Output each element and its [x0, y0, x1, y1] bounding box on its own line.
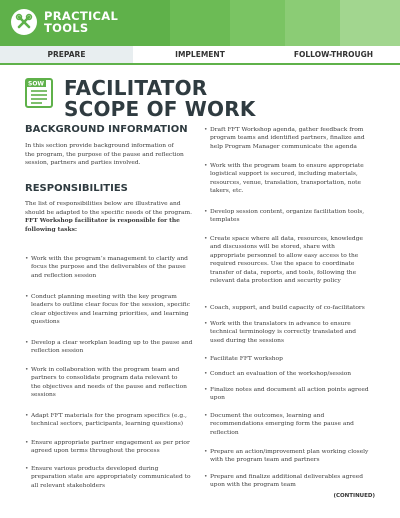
responsibilities-heading: RESPONSIBILITIES [25, 183, 128, 194]
text-line: session, partners and parties involved. [25, 160, 141, 167]
continued-label: (CONTINUED) [333, 493, 375, 499]
responsibilities-intro [25, 200, 192, 234]
list-item: • Work with the program team to ensure appropriate logistical support is secured, including materials, resources, venue, translation, transportation, note takers, etc. [204, 162, 364, 196]
banner-stripe [285, 0, 340, 46]
list-item: • Develop session content, organize facilitation tools, templates [204, 208, 364, 225]
list-item: • Adapt FFT materials for the program specifics (e.g., technical sectors, participants, learning questions) [25, 412, 187, 429]
text-line-bold: FFT Workshop facilitator is responsible for the [25, 217, 180, 225]
list-item: • Work with the program’s management to clarify and focus the purpose and the deliverables of the pause and reflection session [25, 255, 188, 280]
text-line-bold: following tasks: [25, 225, 78, 233]
brand-line-2: TOOLS [44, 21, 89, 35]
list-item: • Conduct planning meeting with the key program leaders to outline clear focus for the session, specific clear objectives and learning priorities, and learning questions [25, 293, 190, 327]
list-item: • Prepare an action/improvement plan working closely with the program team and partners [204, 448, 368, 465]
tools-icon [11, 9, 37, 35]
document-icon-label: SOW [28, 80, 45, 88]
list-item: • Ensure various products developed during preparation state are appropriately communicated to all relevant stakeholders [25, 465, 191, 490]
title-line-1: FACILITATOR [64, 76, 208, 100]
list-item: • Work in collaboration with the program team and partners to consolidate program data relevant to the objectives and needs of the pause and reflection sessions [25, 366, 187, 400]
tab-label: FOLLOW-THROUGH [293, 50, 374, 59]
banner-stripe [340, 0, 400, 46]
banner-stripe [230, 0, 285, 46]
document-lines-icon [24, 77, 56, 109]
text-line: The list of responsibilities below are illustrative and [25, 201, 181, 207]
tab-divider [0, 63, 400, 65]
page-title [64, 78, 256, 120]
brand-line-1: PRACTICAL [44, 9, 119, 23]
tab-prepare[interactable] [0, 46, 133, 63]
tab-follow-through[interactable] [267, 46, 400, 63]
list-item: • Document the outcomes, learning and recommendations emerging form the pause and reflection [204, 412, 354, 437]
text-line: In this section provide background information of [25, 143, 174, 149]
background-heading: BACKGROUND INFORMATION [25, 124, 188, 135]
list-item: • Create space where all data, resources, knowledge and discussions will be stored, share with appropriate personnel to allow easy access to the required resources. Use the space to coordinate transfer of data, reports, and tools, following the relevant data protection and security policy [204, 235, 363, 285]
text-line: the program, the purpose of the pause and reflection [25, 151, 184, 158]
brand-logo[interactable] [11, 9, 118, 35]
header-banner [0, 0, 400, 46]
list-item: • Finalize notes and document all action points agreed upon [204, 386, 369, 403]
list-item: • Draft FFT Workshop agenda, gather feedback from program teams and identified partners, finalize and help Program Manager communicate the agenda [204, 126, 365, 151]
phase-tabs [0, 46, 400, 63]
list-item: • Ensure appropriate partner engagement as per prior agreed upon terms throughout the process [25, 439, 190, 456]
title-line-2: SCOPE OF WORK [64, 97, 256, 121]
tab-label: PREPARE [47, 50, 86, 59]
list-item: • Work with the translators in advance to ensure technical terminology is correctly translated and used during the sessions [204, 320, 356, 345]
background-text [25, 142, 184, 168]
tab-label: IMPLEMENT [175, 50, 225, 59]
tab-implement[interactable] [133, 46, 267, 63]
list-item: • Prepare and finalize additional deliverables agreed upon with the program team [204, 473, 363, 490]
list-item: • Coach, support, and build capacity of co-facilitators [204, 304, 365, 312]
list-item: • Develop a clear workplan leading up to the pause and reflection session [25, 339, 192, 356]
list-item: • Facilitate FFT workshop [204, 355, 283, 363]
banner-stripe [170, 0, 230, 46]
list-item: • Conduct an evaluation of the workshop/session [204, 370, 351, 378]
text-line: should be adapted to the specific needs of the program. [25, 209, 192, 216]
